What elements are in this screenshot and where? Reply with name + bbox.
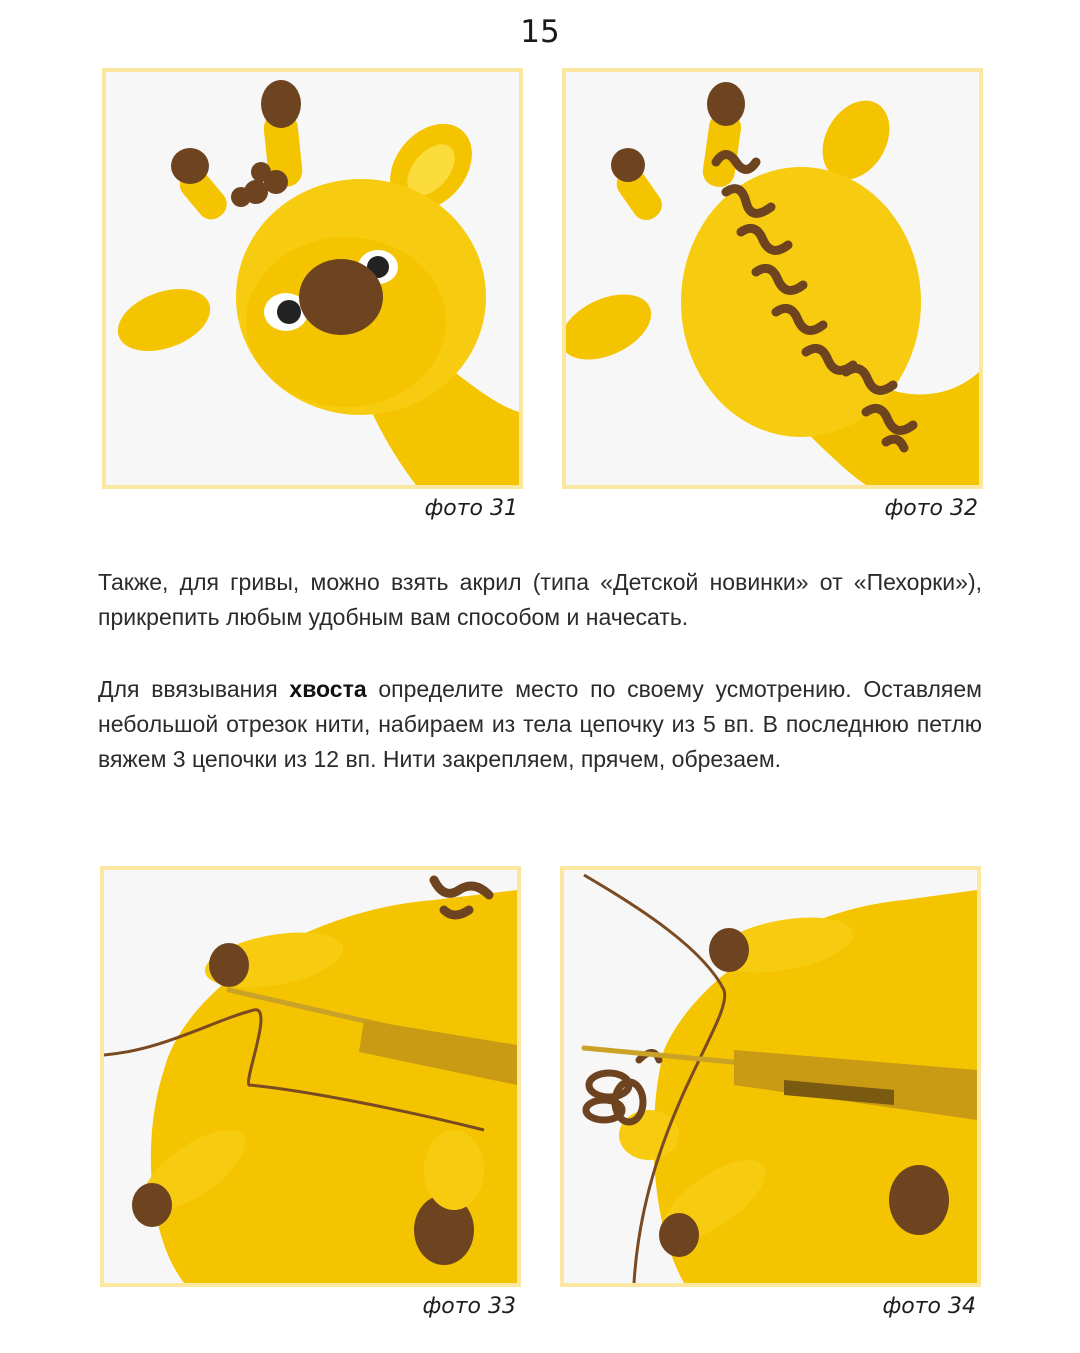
photo-32-giraffe-mane (562, 68, 983, 489)
photo-34-caption: фото 34 (882, 1294, 976, 1319)
giraffe-head-illustration (106, 72, 519, 485)
tail-intro-text: Для ввязывания (98, 676, 290, 702)
tail-rest-text: определите место по своему усмотрению. Оставляем небольшой отрезок нити, набираем из тела цепочку из 5 вп. В последнюю петлю вяжем 3 цепочки из 12 вп. Нити закрепляем, прячем, обрезаем. (98, 676, 982, 772)
tail-bold-text: хвоста (289, 676, 367, 702)
photo-33-caption: фото 33 (422, 1294, 516, 1319)
giraffe-mane-illustration (566, 72, 979, 485)
page-number: 15 (520, 14, 560, 50)
mane-paragraph: Также, для гривы, можно взять акрил (типа «Детской новинки» от «Пехорки»), прикрепить любым удобным вам способом и начесать. (98, 569, 982, 630)
photo-33-tail-start (100, 866, 521, 1287)
giraffe-body-hook-illustration (104, 870, 517, 1283)
photo-32-caption: фото 32 (884, 496, 978, 521)
giraffe-tail-chains-illustration (564, 870, 977, 1283)
photo-31-caption: фото 31 (424, 496, 518, 521)
photo-34-tail-chains (560, 866, 981, 1287)
tail-paragraph (98, 672, 982, 777)
photo-31-giraffe-head (102, 68, 523, 489)
